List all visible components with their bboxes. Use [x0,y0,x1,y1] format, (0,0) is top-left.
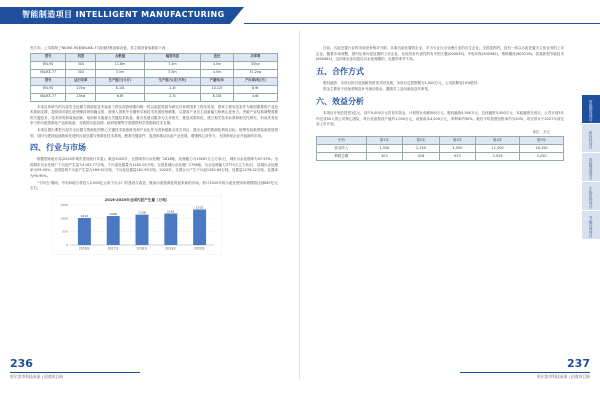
data-label: 1181 [166,209,175,214]
table-header-row [317,137,564,145]
table-cell: 303 [366,153,403,161]
footer-text-left: 哈尔滨市科技成果 | 招商项目册 [10,374,64,379]
chart-bar [107,216,120,245]
table-cell: 2-3t [144,93,201,101]
table-cell: 直径 [201,53,234,61]
table-cell: 第3年 [439,137,476,145]
table-row [31,69,278,77]
table-cell: 27kw [66,85,96,93]
table-cell: 8-10t [96,85,144,93]
table-cell: 型号 [31,53,66,61]
table-cell: 4.5m [201,69,234,77]
footer-rule-left [10,372,140,373]
table-cell: 第4年 [476,137,520,145]
side-tab-intelligent-manufacturing[interactable]: 智能制造项目 [582,95,600,123]
section-heading-industry: 四、行业与市场 [30,143,86,153]
chart-bar [193,209,206,245]
table-cell: 11.6m [96,61,144,69]
table-cell: 点数量 [96,53,144,61]
data-label: 1012 [80,213,89,218]
data-label: 1138 [138,210,146,215]
y-tick-label: 500 [62,229,68,234]
side-tab-biomedicine[interactable]: 生物医药项目 [582,182,600,210]
section-heading-cooperation: 五、合作方式 [316,66,364,76]
body-paragraph: 资金主要用于设备采购及补充流动资金，激励员工及向新品迭代研发。 [323,87,432,92]
table-cell: 10-12t [201,85,234,93]
table-cell: 3,250 [520,153,564,161]
table-row [31,61,278,69]
section-title: 智能制造项目 INTELLIGENT MANUFACTURING [22,10,225,19]
x-tick-label: 2017年 [107,246,119,251]
page-number-right: 237 [567,357,590,370]
table-cell: 幅宽纬度 [144,53,201,61]
table-cell: 923 [439,153,476,161]
page-number-left: 236 [10,357,33,370]
body-paragraph: 目前，污泥处置行业的市场竞争相对分散，从事污泥处置的企业，多为专业污水处理行业的衍生企业，全国范围内，没有一家以污泥处置为主营业务的上市企业，随着市场调整，国内从事污泥处置的上市企业，比较具有代表性的有中国天楹(000035)、中电环保(300362)、维格娜丝(603218)，依靠新型节能技术(600461)，这四家企业均是以污水处理期的，处置效率并不高。 [316,46,564,62]
table-unit-label: 单位：万元 [532,129,550,134]
table-cell: 第2年 [403,137,440,145]
benefit-forecast-table [316,136,564,161]
table-cell: NILIKE-77 [31,93,66,101]
body-paragraph: 本项目计划总投资1亿元，其中5,000万元作首年资金，计划预计贡献500万元，股权融资4,500万元，总体融资3,500万元，本轮融资完成后，公司计划3年内完成50人的公司核心团队，每台设备预设产值约1,000万元，设备成本4,500万元，净利率约30%，税后平均投资回报率约为20%，项目预计于2027年前完成上市计划。 [316,110,564,127]
side-tab-new-materials[interactable]: 新材料项目 [582,124,600,152]
table-cell: 7.4m [144,61,201,69]
body-paragraph: 根据国家统计局(2020年城乡建设统计年鉴)，截至2020年，全国城市污水处理厂2618座，处理能力为19267万立方米/日，城市污水处理率为97.53%；全国城市污水处理厂干污泥产生量为1162.77万吨，干污泥处置量为1162.02万吨；全国县城污水处理厂1708座，污水处理能力3770万立方米/日，县城污水处理率为95.05%；全国县城干污泥产生量为169.92万吨，干污泥处置量161.99万吨。2020年，全国合计产生干污泥1332.69万吨，处置量1278.02万吨，处置率为95.90%。 [30,157,278,178]
header-rule [244,23,600,24]
table-cell: 型号 [31,77,66,85]
right-page-content [316,46,564,161]
chart-bar [136,214,149,244]
table-cell: 1,550 [366,145,403,153]
table-cell: 6-8t [96,93,144,101]
table-cell: 运行功率 [66,77,96,85]
data-label: 1086 [109,211,118,216]
table-cell: 8-10t [201,93,234,101]
table-cell: 年份 [317,137,367,145]
table-cell: 营业收入 [317,145,367,153]
table-row [317,145,564,153]
page-gutter [299,30,300,380]
body-paragraph: 本项目提出要把污泥安全处置与资源化的核心关键技术装备研发和产业化作为国家级重点攻关项目，提出全面的资源化利用目标，统筹布局新型装备投放规划，同时为建设起创新和先进的污泥处置与资源化技术系统，配套关键部件，促进和推动污泥产业发展，增强核心竞争力，为国家和企业开创新的市场。 [30,127,278,138]
table-cell: 第1年 [366,137,403,145]
footer-rule-right [460,372,590,373]
table-cell: 利税总额 [317,153,367,161]
table-cell: 机型 [66,53,96,61]
table-cell: NILIKE-77 [31,69,66,77]
table-cell: 2,150 [403,145,440,153]
table-cell: 25kw [66,93,96,101]
bar-chart [52,195,222,255]
body-paragraph: 股权融资：本项目拟引进战略投资者共同发展，本项目总投资额为1,000万元，公司拟释放10%股份。 [323,80,481,85]
footer-text-right: 哈尔滨市科技成果 | 招商项目册 [536,374,590,379]
table-cell: 304 [66,61,96,69]
category-side-tabs [582,95,600,240]
y-tick-label: 1000 [60,216,68,221]
table-cell: 2-4t [144,85,201,93]
side-tab-equipment[interactable]: 智能装备项目 [582,153,600,181]
side-tab-environmental[interactable]: 节能环保项目 [582,211,600,239]
table-cell: 生产能力(卡片) [96,77,144,85]
x-tick-label: 2018年 [136,246,148,251]
left-page-content [30,46,278,258]
table-row [317,153,564,161]
body-paragraph: "十四五"期间，中央和地方将投入2,000亿元用于污水厂的建设与改造，继而污泥资源化将迎来新的市场，预计2025年的污泥处理市场规模将达到867亿元左右。 [30,180,278,191]
equipment-params-table [30,53,278,102]
table-cell: 产量吨/年 [201,77,234,85]
table-row [31,85,278,93]
table-cell: RN-90 [31,85,66,93]
chart-bar [78,218,91,245]
section-heading-benefits: 六、效益分析 [316,96,364,106]
table-cell: 4,550 [439,145,476,153]
sludge-output-chart [52,195,222,255]
table-cell: 4-6t [233,93,277,101]
table-cell: 6-9t [233,85,277,93]
x-tick-label: 2016年 [78,246,90,251]
chart-bar [164,213,177,244]
intro-text: 发方向，公司将制了NILIKE-90和NILIKE-77高速纤维直驱设备，其主要设备参数如下表： [30,46,169,50]
table-cell: 304 [66,69,96,77]
chart-title: 2016-2020年全国污泥产生量（万吨） [104,197,170,202]
x-tick-label: 2020年 [194,246,206,251]
table-cell: 5.5m [96,69,144,77]
table-cell: 生产能力(克/万米) [144,77,201,85]
table-header-row [31,77,278,85]
table-cell: 31.2kw [233,69,277,77]
x-tick-label: 2019年 [165,246,177,251]
table-header-row [31,53,278,61]
table-cell: 5.5m [144,69,201,77]
y-tick-label: 1500 [60,202,68,207]
table-cell: 55kw [233,61,277,69]
data-label: 1332 [195,204,204,209]
table-cell: 11,500 [476,145,520,153]
table-cell: 第5年 [520,137,564,145]
table-cell: 4.5m [201,61,234,69]
table-cell: 功率等 [233,53,277,61]
y-tick-label: 0 [66,242,68,247]
table-row [31,93,278,101]
table-cell: 2,026 [476,153,520,161]
table-cell: 418 [403,153,440,161]
body-paragraph: 本项目所研究的污泥安全处置与资源化技术装备工程实现管理面向唯一的以泥泥资源为研究对象的国家工程实验室，国家工程实验室作为我国重要的产业技术基础支撑，提供面对我们处理保持规则确定的，被纳入国家中长期科学和技术发展规划纲要，以提高产业自主创新能力和核心竞争力，突破产业结构调整需要的关键技术，技术研发和装备创新，组织和实施重大关键技术装备，重点发展以服务为主对相关，推进成果转化，建立相关技术标准和相关性研究，形成具有竞争力的污泥资源化产品和装备，为我国污泥治理、政府管理等方面提供科学依据和技术支撑。 [30,104,278,126]
table-cell: 产出率(吨/万) [233,77,277,85]
table-cell: 16,350 [520,145,564,153]
table-cell: RN-90 [31,61,66,69]
